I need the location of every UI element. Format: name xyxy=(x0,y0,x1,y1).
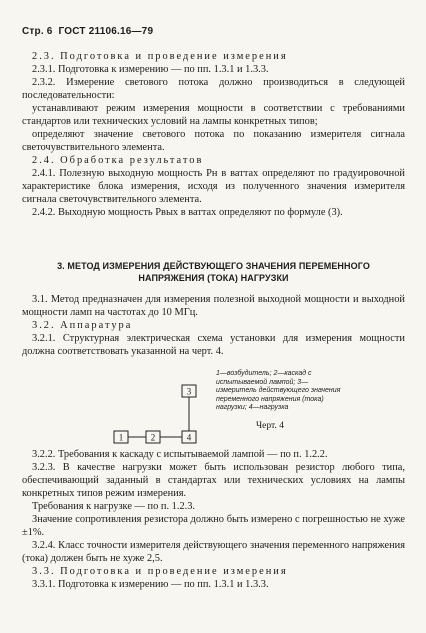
section-3-title xyxy=(22,260,405,284)
paragraph: 2.4. Обработка результатов xyxy=(32,155,204,166)
paragraph: 2.3. Подготовка и проведение измерения xyxy=(32,51,288,62)
page-header xyxy=(22,26,153,37)
paragraph: 3.3.1. Подготовка к измерению — по пп. 1.3.1 и 1.3.3. xyxy=(32,579,269,590)
paragraph: Требования к нагрузке — по п. 1.2.3. xyxy=(32,501,196,512)
paragraph: 3.2.1. Структурная электрическая схема установки для измерения мощности должна соответствовать указанной на черт. 4. xyxy=(22,333,405,357)
paragraph: 2.3.2. Измерение светового потока должно производиться в следующей последовательности: xyxy=(22,77,405,101)
paragraph: устанавливают режим измерения мощности в соответствии с требованиями стандартов или технических условий на лампы конкретных типов; xyxy=(22,103,405,127)
box-3-label: 3 xyxy=(186,386,192,397)
paragraph: 2.4.2. Выходную мощность Pвых в ваттах определяют по формуле (3). xyxy=(32,207,343,218)
figure-caption: Черт. 4 xyxy=(256,421,284,431)
box-2-label: 2 xyxy=(150,432,156,443)
section-title-line: 3. МЕТОД ИЗМЕРЕНИЯ ДЕЙСТВУЮЩЕГО ЗНАЧЕНИЯ ПЕРЕМЕННОГО xyxy=(57,261,370,271)
paragraph: 2.4.1. Полезную выходную мощность Pн в ваттах определяют по градуировочной характеристике блока измерения, исходя из полученного значения измерителя сигнала светочувствительного элемента. xyxy=(22,168,405,205)
section-3-2-2-3-3 xyxy=(22,448,405,591)
paragraph: 3.2. Аппаратура xyxy=(32,320,133,331)
figure-legend: 1—возбудитель; 2—каскад с испытываемой лампой; 3—измеритель действующего значения переменного напряжения (тока) нагрузки; 4—нагрузка xyxy=(216,370,341,411)
paragraph: 3.2.3. В качестве нагрузки может быть использован резистор любого типа, обеспечивающий заданный в стандартах или технических условиях на лампы конкретных типов режим измерения. xyxy=(22,462,405,499)
paragraph: 3.3. Подготовка и проведение измерения xyxy=(32,566,288,577)
standard-code: ГОСТ 21106.16—79 xyxy=(58,26,154,37)
box-1-label: 1 xyxy=(118,432,124,443)
box-4-label: 4 xyxy=(186,432,192,443)
paragraph: определяют значение светового потока по показанию измерителя сигнала светочувствительного элемента. xyxy=(22,129,405,153)
section-3-1-3-2 xyxy=(22,293,405,358)
paragraph: 3.2.2. Требования к каскаду с испытываемой лампой — по п. 1.2.2. xyxy=(32,449,328,460)
paragraph: Значение сопротивления резистора должно быть измерено с погрешностью не хуже ±1%. xyxy=(22,514,405,538)
paragraph: 3.2.4. Класс точности измерителя действующего значения переменного напряжения (тока) должен быть не хуже 2,5. xyxy=(22,540,405,564)
paragraph: 2.3.1. Подготовка к измерению — по пп. 1.3.1 и 1.3.3. xyxy=(32,64,269,75)
page-number: Стр. 6 xyxy=(22,26,53,37)
section-title-line: НАПРЯЖЕНИЯ (ТОКА) НАГРУЗКИ xyxy=(138,273,289,283)
paragraph: 3.1. Метод предназначен для измерения полезной выходной мощности и выходной мощности ламп на частотах до 10 МГц. xyxy=(22,294,405,318)
section-2-3-2-4 xyxy=(22,50,405,219)
